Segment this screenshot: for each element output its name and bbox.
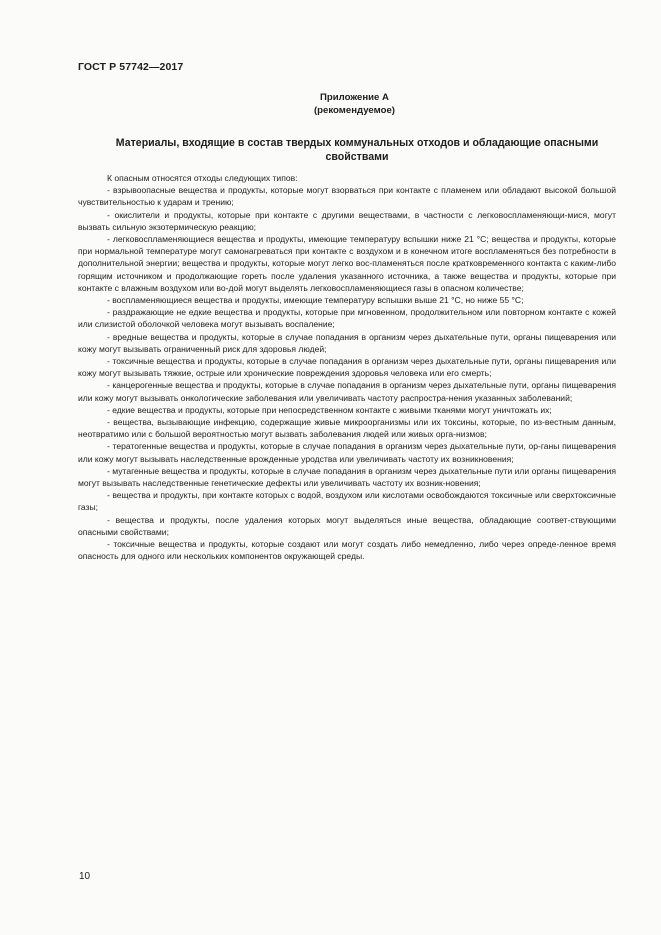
paragraph: - воспламеняющиеся вещества и продукты, имеющие температуру вспышки выше 21 °С, но ниже 55 °С; (107, 295, 524, 306)
paragraph: - едкие вещества и продукты, которые при непосредственном контакте с живыми тканями могут уничтожать их; (107, 404, 552, 415)
paragraph: - окислители и продукты, которые при контакте с другими веществами, в частности с легковоспламеняющи-мися, могут вызвать сильную экзотермическую реакцию; (78, 209, 616, 232)
annex-subtitle: (рекомендуемое) (313, 104, 395, 116)
paragraph: К опасным относятся отходы следующих типов: (107, 173, 298, 183)
paragraph: - токсичные вещества и продукты, которые создают или могут создать либо немедленно, либо через опреде-ленное время опасность для одного или нескольких компонентов окружающей среды. (78, 539, 616, 562)
paragraph: - легковоспламеняющиеся вещества и продукты, имеющие температуру вспышки ниже 21 °С; вещества и продукты, которые при нормальной температуре могут самонагреваться при контакте с воздухом и в конечном итоге воспламеняться без потребности в дополнительной энергии; вещества и продукты, которые могут легко вос-пламеняться после кратковременного контакта с каким-либо горящим источником и продолжающие гореть после удаления указанного источника, а также вещества и продукты, которые при контакте с влажным воздухом или во-дой могут выделять легковоспламеняющиеся газы в опасном количестве; (78, 234, 616, 293)
body-text (78, 172, 616, 563)
annex-title: Приложение А (320, 92, 389, 103)
paragraph: - вещества, вызывающие инфекцию, содержащие живые микроорганизмы или их токсины, которые, по из-вестным данным, неотвратимо или с большой вероятностью могут вызвать заболевания людей или живых орга-низмов; (78, 417, 616, 440)
page-number: 10 (79, 871, 91, 882)
document-code: ГОСТ Р 57742—2017 (78, 61, 184, 73)
annex-heading (0, 92, 661, 117)
paragraph: - вредные вещества и продукты, которые в случае попадания в организм через дыхательные пути, органы пищеварения или кожу могут вызывать ограниченный риск для здоровья людей; (78, 331, 616, 354)
paragraph: - вещества и продукты, при контакте которых с водой, воздухом или кислотами освобождаются токсичные или сверхтоксичные газы; (78, 490, 616, 513)
paragraph: - раздражающие не едкие вещества и продукты, которые при мгновенном, продолжительном или повторном контакте с кожей или слизистой оболочкой человека могут вызывать воспаление; (78, 307, 616, 330)
paragraph: - вещества и продукты, после удаления которых могут выделяться иные вещества, обладающие соответ-ствующими опасными свойствами; (78, 514, 616, 537)
section-title: Материалы, входящие в состав твердых коммунальных отходов и обладающие опасными свойствами (115, 137, 599, 163)
paragraph: - взрывоопасные вещества и продукты, которые могут взорваться при контакте с пламенем или обладают высокой большой чувствительностью к ударам и трению; (78, 185, 616, 208)
paragraph: - тератогенные вещества и продукты, которые в случае попадания в организм через дыхательные пути, ор-ганы пищеварения или кожу могут вызывать наследственные врожденные уродства или увеличивать частоту их возникновения; (78, 441, 616, 464)
paragraph: - мутагенные вещества и продукты, которые в случае попадания в организм через дыхательные пути или органы пищеварения могут вызывать наследственные генетические дефекты или увеличивать частоту их возник-новения; (78, 465, 616, 489)
paragraph: - токсичные вещества и продукты, которые в случае попадания в организм через дыхательные пути, органы пищеварения или кожу могут вызывать тяжкие, острые или хронические повреждения здоровья человека или его смерть; (78, 356, 616, 379)
paragraph: - канцерогенные вещества и продукты, которые в случае попадания в организм через дыхательные пути, органы пищеварения или кожу могут вызывать онкологические заболевания или увеличивать частоту распростра-нения указанных заболеваний; (78, 380, 616, 403)
